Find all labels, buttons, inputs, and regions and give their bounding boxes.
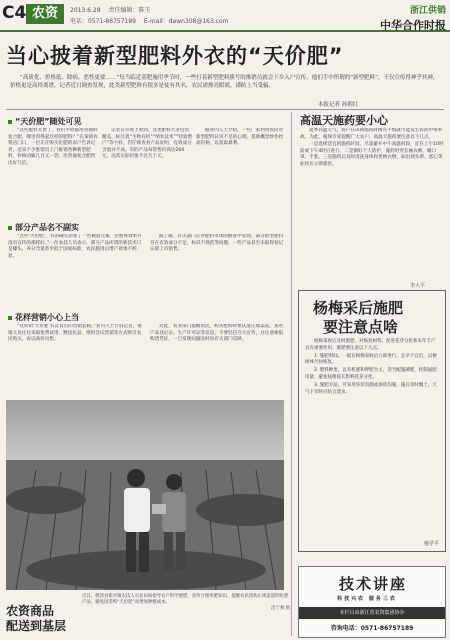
page-code: C4	[2, 3, 27, 23]
article-column-4	[8, 234, 142, 306]
paragraph: 记者在市场上看到，这类肥料大多包装精美，标注着“生物有机”“纳米技术”“特效增产”等字样，但仔细查看产品说明，有效成分含量并不高。有的产品每袋售价高达260元，而其实际价值不过几十元。	[102, 128, 192, 160]
tip-author: 杨学平	[423, 541, 439, 547]
advertisement	[298, 566, 446, 638]
article-column-1	[8, 128, 98, 218]
ad-subtitle: 科技兴农 服务三农	[337, 596, 397, 602]
right-article-author: 李大平	[410, 283, 426, 289]
paragraph: 2. 肥料种类。以有机肥和钾肥为主，适当配施磷肥，控制氮肥用量，避免枝梢徒长影响花芽分化。	[305, 368, 437, 380]
section-heading-text: 部分产品名不副实	[15, 223, 79, 232]
ad-title: 技术讲座	[339, 575, 408, 593]
page-meta	[70, 5, 235, 25]
editor: 责任编辑：陈玉	[108, 7, 151, 14]
section-name: 农资	[26, 4, 64, 24]
photo-credit: 沈宁燕 摄	[271, 605, 290, 611]
right-article-body	[300, 128, 444, 280]
paragraph: “这些肥料太贵了，我们平时都用普通的复合肥，哪里用得起这样的肥料？”在某镇农资店门口，一位正在购买化肥的农户告诉记者，近来不少推销员上门推销各种新型肥料，价格动辄几百元一袋，比普通复合肥贵出好几倍。	[8, 128, 98, 166]
masthead-right	[380, 3, 446, 33]
paragraph: 杨梅采收后及时施肥，对恢复树势、促进花芽分化和来年丰产具有重要作用。施肥要注意以下几点。	[305, 339, 436, 351]
heading-marker	[8, 120, 12, 124]
column-divider	[291, 112, 292, 636]
tip-title-2: 要注意点啥	[323, 318, 399, 336]
paragraph: “这样的‘天价肥’有其背后的营销套路。”业内人士告诉记者，推销人员往往采取免费试用、赠送礼品、组织会议营销等方式吸引农民购买，再以高价出售。	[8, 324, 142, 343]
heading-marker	[8, 226, 12, 230]
promo-line-1: 农资商品	[6, 604, 55, 618]
article-column-5	[150, 234, 284, 306]
tip-body	[305, 339, 439, 397]
masthead	[0, 0, 450, 32]
paragraph: 1. 施肥时间。一般在杨梅采收后立即进行，宜早不宜迟，以便树体尽快恢复。	[305, 353, 437, 366]
promo-block	[6, 604, 66, 634]
paragraph: “这些‘天价肥’，有的确实添加了一些微量元素，但整体效果并没有宣传的那样好。”一位农技人员表示，部分产品所谓的新技术只是噱头，养分含量甚至低于国家标准，农民施用后增产效果不明显。	[8, 234, 142, 259]
separator	[6, 109, 444, 110]
article-lead: “高质优、价格低、除病、恶性更要……”每当临近基肥施用季节时，一些打着新型肥料旗号的推销员就会下乡入户宣传，他们手中所谓的“新型肥料”，不仅宣传得神乎其神，价格更是高得离谱。记者近日调查发现，此类新型肥料有很多是徒有其名，农民需擦亮眼睛，谨防上当受骗。	[10, 75, 439, 89]
promo-line-2: 配送到基层	[6, 619, 67, 633]
paragraph: 据了解，有关部门在对肥料市场的抽查中发现，部分新型肥料存在有效成分不足、标识不规范等问题，一些产品甚至未取得登记证即上市销售。	[150, 234, 284, 253]
section-heading-text: 花样营销小心上当	[15, 313, 79, 322]
caption-text: 近日，德清县新市镇农技人员在田间指导农户科学施肥，宣传合理用肥知识，提醒农民选购正规渠道的化肥产品，避免因选购“天价肥”而增加种植成本。	[82, 594, 289, 605]
section-tag	[2, 3, 66, 27]
section-heading-1	[8, 116, 82, 127]
issue-date: 2013.6.28	[70, 7, 101, 14]
tip-box	[298, 290, 446, 552]
paragraph: 3. 施肥方法。可采用环状沟施或条状沟施，施后及时覆土，天气干旱时应结合浇水。	[305, 382, 437, 395]
tip-title-1: 杨梅采后施肥	[313, 299, 404, 317]
heading-marker	[8, 316, 12, 320]
region-label: 浙江供销	[409, 6, 446, 16]
right-article-heading: 高温天施药要小心	[300, 114, 388, 127]
paragraph: 对此，农业部门提醒农民，购买肥料时要认准正规渠道，查看产品登记证、生产许可证等信息，不要轻信夸大宣传，并注意索取购货凭证，一旦发现问题及时向有关部门反映。	[150, 324, 284, 343]
paragraph: 夏季高温天气，农户在田间施药时稍有不慎就可能发生农药中毒事故。为此，植保专家提醒广大农户，高温天施药要注意以下几点。	[300, 128, 443, 140]
article-column-6	[8, 324, 142, 396]
section-heading-2	[8, 222, 79, 233]
article-byline: 本报记者 孙朝红	[318, 102, 359, 108]
section-heading-text: “天价肥”随处可见	[15, 117, 82, 126]
paragraph: 据业内人士介绍，一些厂家利用农民对新型肥料认识不足的心理，借助概念炒作抬高价格，以获取暴利。	[196, 128, 284, 147]
paper-name: 中华合作时报	[380, 19, 446, 32]
ad-strip: 本栏目由浙江省农资集团协办	[299, 607, 445, 619]
field-photo-image	[6, 400, 284, 590]
article-column-2	[102, 128, 192, 218]
paragraph: 一是选择适宜的施药时间，尽量避开中午高温时段，宜在上午10时前或下午4时后进行。二是做好个人防护，施药时穿长袖衣裤，戴口罩、手套。三是施药后及时清洗身体和更换衣物，如出现头晕、恶心等症状应立即就医。	[300, 142, 444, 167]
article-headline: 当心披着新型肥料外衣的“天价肥”	[6, 44, 344, 68]
section-heading-3	[8, 312, 79, 323]
news-photo	[6, 400, 284, 590]
photo-caption	[82, 594, 290, 611]
phone: 电话：0571-86757189	[70, 18, 136, 25]
article-column-3	[196, 128, 286, 218]
email: E-mail：dawn308@163.com	[143, 18, 229, 25]
ad-phone: 咨询电话：0571-86757189	[330, 625, 414, 632]
article-column-7	[150, 324, 284, 396]
